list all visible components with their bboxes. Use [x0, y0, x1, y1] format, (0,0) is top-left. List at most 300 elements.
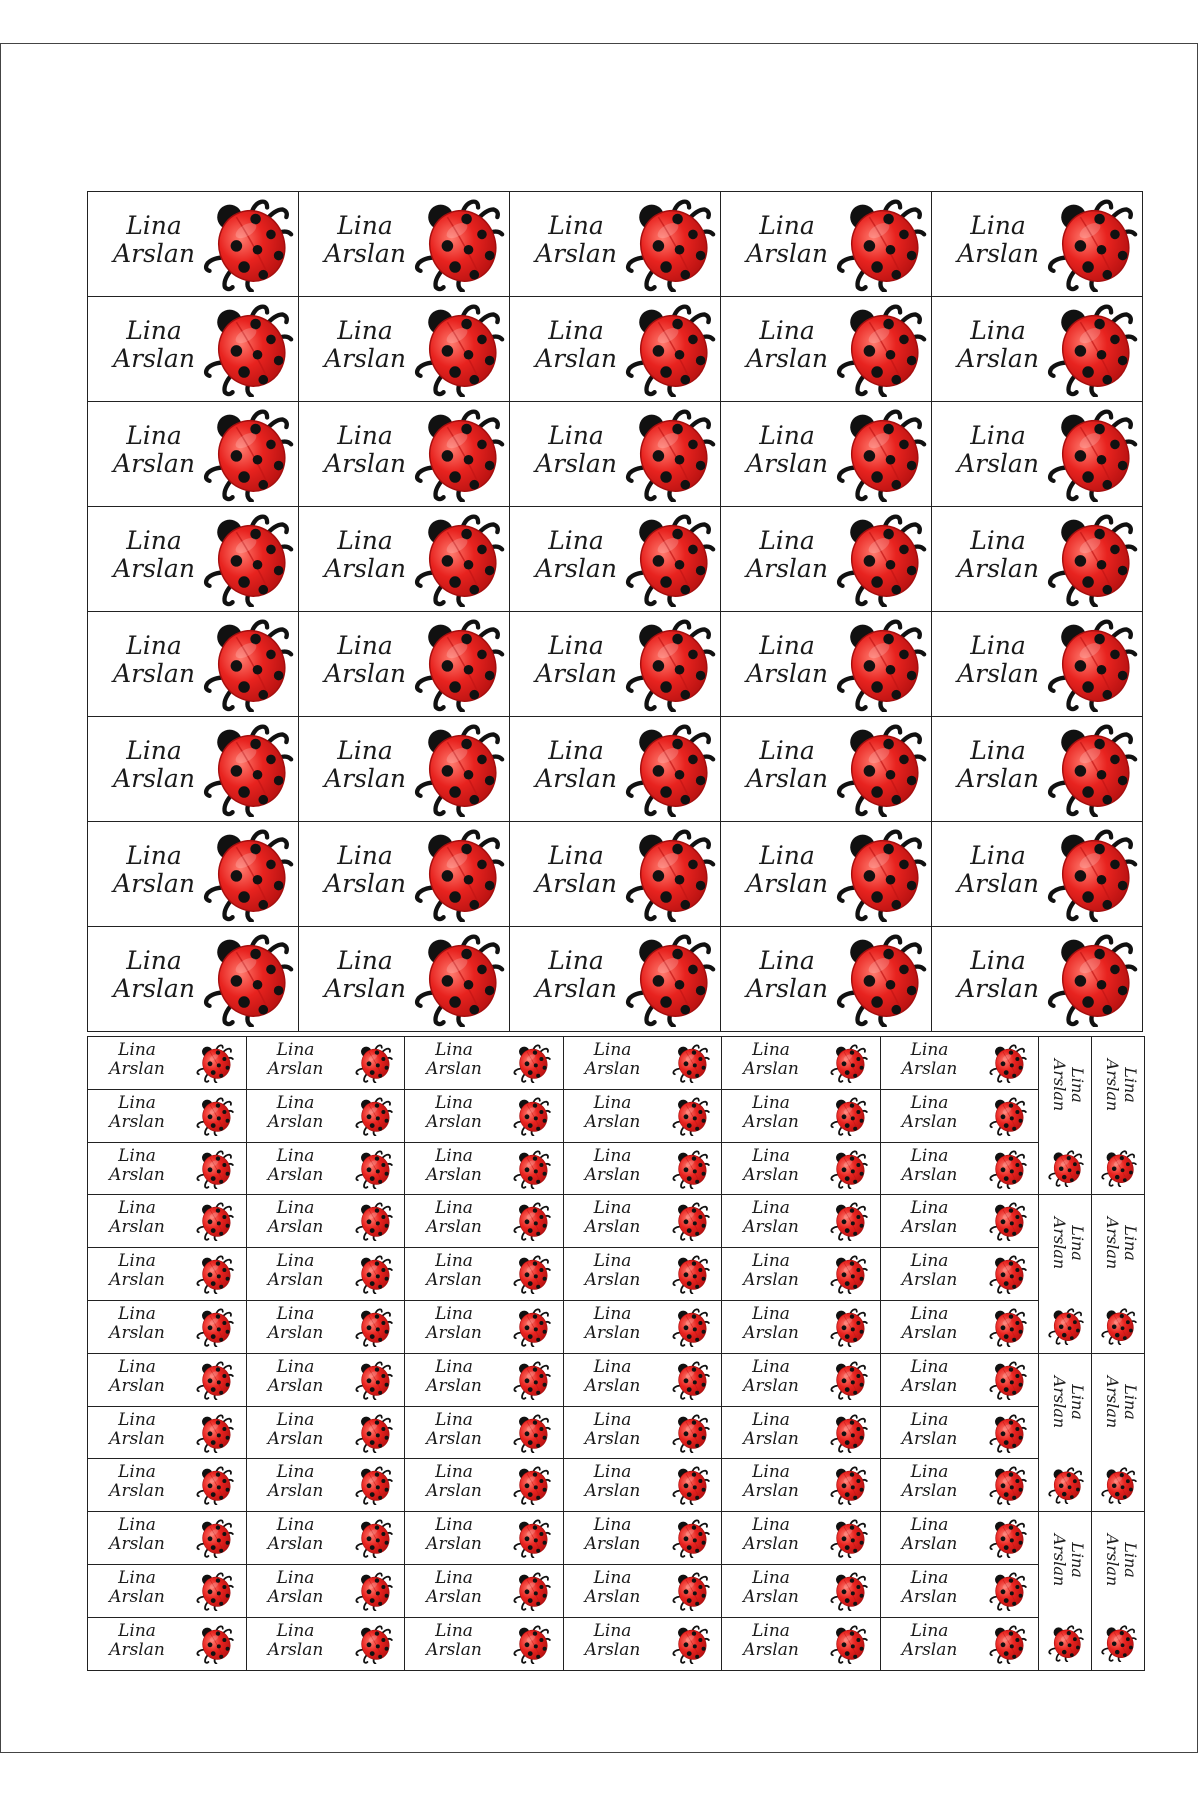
last-name: Arslan [1102, 1534, 1122, 1587]
first-name: Lina [276, 1251, 315, 1272]
small-label [404, 1036, 564, 1090]
first-name: Lina [910, 1568, 949, 1588]
label-name [578, 1463, 648, 1501]
last-name: Arslan [1049, 1534, 1069, 1587]
first-name: Lina [910, 1145, 949, 1166]
large-label [931, 191, 1143, 297]
small-label [721, 1089, 881, 1143]
ladybug-icon [194, 1413, 234, 1453]
first-name: Lina [593, 1409, 632, 1430]
first-name: Lina [970, 841, 1026, 870]
label-name [952, 422, 1044, 478]
large-label [509, 296, 721, 402]
label-name [102, 1411, 172, 1449]
ladybug-icon [353, 1043, 393, 1083]
label-name [102, 1305, 172, 1343]
first-name: Lina [118, 1251, 156, 1272]
label-name [102, 1622, 172, 1660]
small-label [880, 1564, 1040, 1618]
ladybug-icon [670, 1149, 710, 1189]
label-name [319, 212, 411, 268]
first-name: Lina [435, 1304, 473, 1324]
large-label [720, 716, 932, 822]
ladybug-icon [831, 616, 927, 712]
last-name: Arslan [901, 1111, 958, 1132]
first-name: Lina [126, 946, 182, 975]
ladybug-icon [831, 406, 927, 502]
last-name: Arslan [113, 764, 195, 793]
last-name: Arslan [957, 239, 1039, 268]
large-label [298, 506, 510, 612]
small-label [563, 1458, 723, 1512]
label-name [319, 527, 411, 583]
first-name: Lina [593, 1462, 632, 1483]
small-label [563, 1564, 723, 1618]
ladybug-icon [670, 1360, 710, 1400]
label-name [261, 1411, 331, 1449]
label-name [578, 1147, 648, 1185]
ladybug-icon [511, 1571, 551, 1611]
label-name [319, 737, 411, 793]
large-label [931, 821, 1143, 927]
label-name [261, 1094, 331, 1132]
first-name: Lina [752, 1568, 790, 1588]
last-name: Arslan [743, 1481, 799, 1502]
first-name: Lina [337, 316, 393, 345]
first-name: Lina [276, 1040, 315, 1060]
label-name [895, 1569, 965, 1607]
ladybug-icon [828, 1149, 868, 1189]
ladybug-icon [670, 1201, 710, 1241]
first-name: Lina [118, 1198, 156, 1219]
small-label [880, 1036, 1040, 1090]
first-name: Lina [752, 1145, 790, 1166]
first-name: Lina [118, 1356, 156, 1377]
first-name: Lina [1067, 1067, 1087, 1103]
small-label [246, 1458, 406, 1512]
first-name: Lina [126, 841, 182, 870]
last-name: Arslan [957, 659, 1039, 688]
last-name: Arslan [957, 869, 1039, 898]
last-name: Arslan [267, 1481, 324, 1502]
label-name [108, 212, 200, 268]
last-name: Arslan [535, 869, 617, 898]
large-label [87, 716, 299, 822]
first-name: Lina [337, 631, 393, 660]
ladybug-icon [353, 1571, 393, 1611]
large-label [298, 716, 510, 822]
ladybug-icon [831, 301, 927, 397]
last-name: Arslan [901, 1639, 958, 1660]
small-label [880, 1458, 1040, 1512]
ladybug-icon [987, 1624, 1027, 1664]
first-name: Lina [759, 421, 815, 450]
first-name: Lina [593, 1145, 632, 1166]
vertical-label [1038, 1511, 1092, 1670]
last-name: Arslan [746, 659, 828, 688]
small-label [880, 1406, 1040, 1460]
first-name: Lina [970, 736, 1026, 765]
ladybug-icon [1042, 826, 1138, 922]
first-name: Lina [1120, 1225, 1140, 1262]
last-name: Arslan [267, 1111, 324, 1132]
ladybug-icon [828, 1307, 868, 1347]
last-name: Arslan [426, 1428, 482, 1449]
first-name: Lina [435, 1092, 473, 1113]
large-label [298, 401, 510, 507]
label-name [419, 1358, 489, 1396]
small-label [880, 1617, 1040, 1671]
last-name: Arslan [113, 659, 195, 688]
label-name [102, 1199, 172, 1237]
last-name: Arslan [426, 1323, 482, 1344]
first-name: Lina [910, 1198, 949, 1219]
label-name [261, 1622, 331, 1660]
label-name [319, 317, 411, 373]
last-name: Arslan [746, 344, 828, 373]
first-name: Lina [337, 946, 393, 975]
last-name: Arslan [743, 1270, 799, 1291]
label-name [741, 947, 833, 1003]
label-name [952, 212, 1044, 268]
ladybug-icon [194, 1149, 234, 1189]
first-name: Lina [276, 1198, 315, 1219]
last-name: Arslan [109, 1323, 165, 1344]
ladybug-icon [511, 1201, 551, 1241]
last-name: Arslan [324, 764, 406, 793]
first-name: Lina [759, 841, 815, 870]
first-name: Lina [752, 1356, 790, 1377]
first-name: Lina [593, 1040, 632, 1060]
first-name: Lina [1120, 1067, 1140, 1103]
label-name [741, 212, 833, 268]
small-label [721, 1194, 881, 1248]
first-name: Lina [910, 1409, 949, 1430]
small-label [87, 1036, 247, 1090]
ladybug-icon [670, 1624, 710, 1664]
ladybug-icon [1042, 931, 1138, 1027]
large-label [931, 506, 1143, 612]
ladybug-icon [987, 1465, 1027, 1505]
label-name [895, 1147, 965, 1185]
label-name [1046, 1520, 1086, 1600]
label-name [741, 842, 833, 898]
ladybug-icon [1046, 1149, 1084, 1187]
label-name [419, 1199, 489, 1237]
last-name: Arslan [267, 1375, 324, 1396]
last-name: Arslan [901, 1375, 958, 1396]
first-name: Lina [118, 1092, 156, 1113]
first-name: Lina [276, 1620, 315, 1641]
ladybug-icon [1099, 1466, 1137, 1504]
small-label [880, 1511, 1040, 1565]
small-label [721, 1300, 881, 1354]
label-name [102, 1041, 172, 1079]
last-name: Arslan [535, 764, 617, 793]
first-name: Lina [593, 1198, 632, 1219]
large-label [931, 296, 1143, 402]
last-name: Arslan [426, 1164, 482, 1185]
label-name [895, 1463, 965, 1501]
ladybug-icon [831, 721, 927, 817]
ladybug-icon [194, 1518, 234, 1558]
ladybug-icon [828, 1096, 868, 1136]
ladybug-icon [1042, 721, 1138, 817]
first-name: Lina [548, 631, 604, 660]
last-name: Arslan [109, 1534, 165, 1555]
last-name: Arslan [746, 869, 828, 898]
first-name: Lina [752, 1515, 790, 1536]
first-name: Lina [910, 1515, 949, 1536]
last-name: Arslan [109, 1428, 165, 1449]
label-name [952, 527, 1044, 583]
first-name: Lina [337, 526, 393, 555]
ladybug-icon [198, 931, 294, 1027]
first-name: Lina [126, 526, 182, 555]
first-name: Lina [276, 1145, 315, 1166]
ladybug-icon [987, 1201, 1027, 1241]
ladybug-icon [670, 1096, 710, 1136]
small-label [87, 1194, 247, 1248]
last-name: Arslan [109, 1270, 165, 1291]
ladybug-icon [353, 1307, 393, 1347]
last-name: Arslan [109, 1639, 165, 1660]
ladybug-icon [511, 1360, 551, 1400]
large-label [298, 296, 510, 402]
first-name: Lina [593, 1515, 632, 1536]
first-name: Lina [548, 211, 604, 240]
large-label [87, 401, 299, 507]
last-name: Arslan [426, 1481, 482, 1502]
label-name [530, 737, 622, 793]
first-name: Lina [1120, 1384, 1140, 1420]
ladybug-icon [194, 1465, 234, 1505]
small-label [246, 1406, 406, 1460]
ladybug-icon [409, 721, 505, 817]
label-name [895, 1305, 965, 1343]
first-name: Lina [435, 1515, 473, 1536]
label-name [736, 1411, 806, 1449]
label-name [952, 632, 1044, 688]
first-name: Lina [126, 211, 182, 240]
ladybug-icon [670, 1254, 710, 1294]
last-name: Arslan [267, 1217, 324, 1238]
first-name: Lina [118, 1145, 156, 1166]
label-name [530, 527, 622, 583]
label-name [102, 1569, 172, 1607]
ladybug-icon [511, 1043, 551, 1083]
large-label [720, 296, 932, 402]
small-label [563, 1353, 723, 1407]
last-name: Arslan [109, 1111, 165, 1132]
small-label [87, 1300, 247, 1354]
ladybug-icon [620, 301, 716, 397]
last-name: Arslan [1049, 1375, 1069, 1428]
first-name: Lina [593, 1620, 632, 1641]
small-label [404, 1194, 564, 1248]
last-name: Arslan [324, 449, 406, 478]
ladybug-icon [620, 826, 716, 922]
large-label [87, 191, 299, 297]
last-name: Arslan [743, 1587, 799, 1608]
large-label [87, 296, 299, 402]
label-name [1046, 1045, 1086, 1125]
ladybug-icon [511, 1096, 551, 1136]
last-name: Arslan [267, 1587, 324, 1608]
ladybug-icon [828, 1465, 868, 1505]
first-name: Lina [276, 1356, 315, 1377]
last-name: Arslan [743, 1059, 799, 1080]
last-name: Arslan [743, 1323, 799, 1344]
last-name: Arslan [901, 1428, 958, 1449]
ladybug-icon [198, 196, 294, 292]
first-name: Lina [337, 841, 393, 870]
label-name [895, 1622, 965, 1660]
last-name: Arslan [267, 1164, 324, 1185]
label-name [741, 527, 833, 583]
small-label [87, 1089, 247, 1143]
last-name: Arslan [324, 239, 406, 268]
last-name: Arslan [535, 554, 617, 583]
small-label [563, 1511, 723, 1565]
label-name [261, 1516, 331, 1554]
ladybug-icon [511, 1465, 551, 1505]
last-name: Arslan [746, 554, 828, 583]
last-name: Arslan [901, 1217, 958, 1238]
first-name: Lina [752, 1304, 790, 1324]
vertical-label [1091, 1353, 1145, 1512]
ladybug-icon [828, 1624, 868, 1664]
last-name: Arslan [1102, 1375, 1122, 1428]
label-name [1046, 1362, 1086, 1442]
label-name [736, 1516, 806, 1554]
small-label [563, 1142, 723, 1196]
label-name [736, 1094, 806, 1132]
ladybug-icon [353, 1465, 393, 1505]
last-name: Arslan [1049, 1058, 1069, 1112]
label-name [895, 1199, 965, 1237]
small-label [87, 1247, 247, 1301]
small-label [246, 1511, 406, 1565]
label-name [530, 212, 622, 268]
ladybug-icon [194, 1624, 234, 1664]
label-name [736, 1252, 806, 1290]
label-name [102, 1252, 172, 1290]
ladybug-icon [987, 1518, 1027, 1558]
ladybug-icon [194, 1307, 234, 1347]
last-name: Arslan [535, 449, 617, 478]
last-name: Arslan [109, 1217, 165, 1238]
last-name: Arslan [426, 1217, 482, 1238]
first-name: Lina [276, 1515, 315, 1536]
small-label [87, 1142, 247, 1196]
last-name: Arslan [743, 1639, 799, 1660]
label-name [1099, 1520, 1139, 1600]
small-label [880, 1247, 1040, 1301]
small-label [563, 1617, 723, 1671]
ladybug-icon [670, 1465, 710, 1505]
last-name: Arslan [901, 1587, 958, 1608]
small-label [404, 1142, 564, 1196]
small-label [404, 1247, 564, 1301]
small-label [880, 1089, 1040, 1143]
label-name [530, 632, 622, 688]
label-name [741, 632, 833, 688]
first-name: Lina [548, 736, 604, 765]
last-name: Arslan [426, 1059, 482, 1080]
label-name [952, 842, 1044, 898]
last-name: Arslan [584, 1323, 641, 1344]
ladybug-icon [511, 1307, 551, 1347]
last-name: Arslan [109, 1059, 165, 1080]
last-name: Arslan [109, 1164, 165, 1185]
large-label [87, 926, 299, 1032]
label-name [261, 1569, 331, 1607]
ladybug-icon [198, 406, 294, 502]
last-name: Arslan [901, 1270, 958, 1291]
label-name [578, 1199, 648, 1237]
ladybug-icon [353, 1096, 393, 1136]
first-name: Lina [593, 1356, 632, 1377]
last-name: Arslan [1049, 1217, 1069, 1270]
small-label [563, 1194, 723, 1248]
small-label [721, 1406, 881, 1460]
ladybug-icon [409, 406, 505, 502]
ladybug-icon [670, 1413, 710, 1453]
large-label [298, 821, 510, 927]
ladybug-icon [831, 196, 927, 292]
label-name [895, 1411, 965, 1449]
label-name [319, 947, 411, 1003]
last-name: Arslan [324, 554, 406, 583]
first-name: Lina [118, 1515, 156, 1536]
first-name: Lina [548, 316, 604, 345]
small-label [87, 1458, 247, 1512]
first-name: Lina [970, 631, 1026, 660]
label-name [419, 1041, 489, 1079]
last-name: Arslan [584, 1217, 641, 1238]
last-name: Arslan [267, 1534, 324, 1555]
large-label [509, 716, 721, 822]
label-name [1046, 1203, 1086, 1283]
last-name: Arslan [535, 239, 617, 268]
label-name [895, 1516, 965, 1554]
ladybug-icon [198, 301, 294, 397]
first-name: Lina [337, 421, 393, 450]
label-name [578, 1358, 648, 1396]
ladybug-icon [828, 1254, 868, 1294]
ladybug-icon [670, 1518, 710, 1558]
label-name [102, 1147, 172, 1185]
ladybug-icon [198, 616, 294, 712]
label-name [102, 1094, 172, 1132]
label-name [578, 1041, 648, 1079]
first-name: Lina [276, 1092, 315, 1113]
vertical-label [1038, 1194, 1092, 1353]
last-name: Arslan [267, 1323, 324, 1344]
ladybug-icon [670, 1571, 710, 1611]
large-label [509, 401, 721, 507]
first-name: Lina [752, 1620, 790, 1641]
label-name [261, 1358, 331, 1396]
ladybug-icon [987, 1043, 1027, 1083]
label-name [108, 527, 200, 583]
last-name: Arslan [901, 1534, 958, 1555]
ladybug-icon [194, 1571, 234, 1611]
ladybug-icon [828, 1571, 868, 1611]
last-name: Arslan [113, 449, 195, 478]
last-name: Arslan [109, 1481, 165, 1502]
